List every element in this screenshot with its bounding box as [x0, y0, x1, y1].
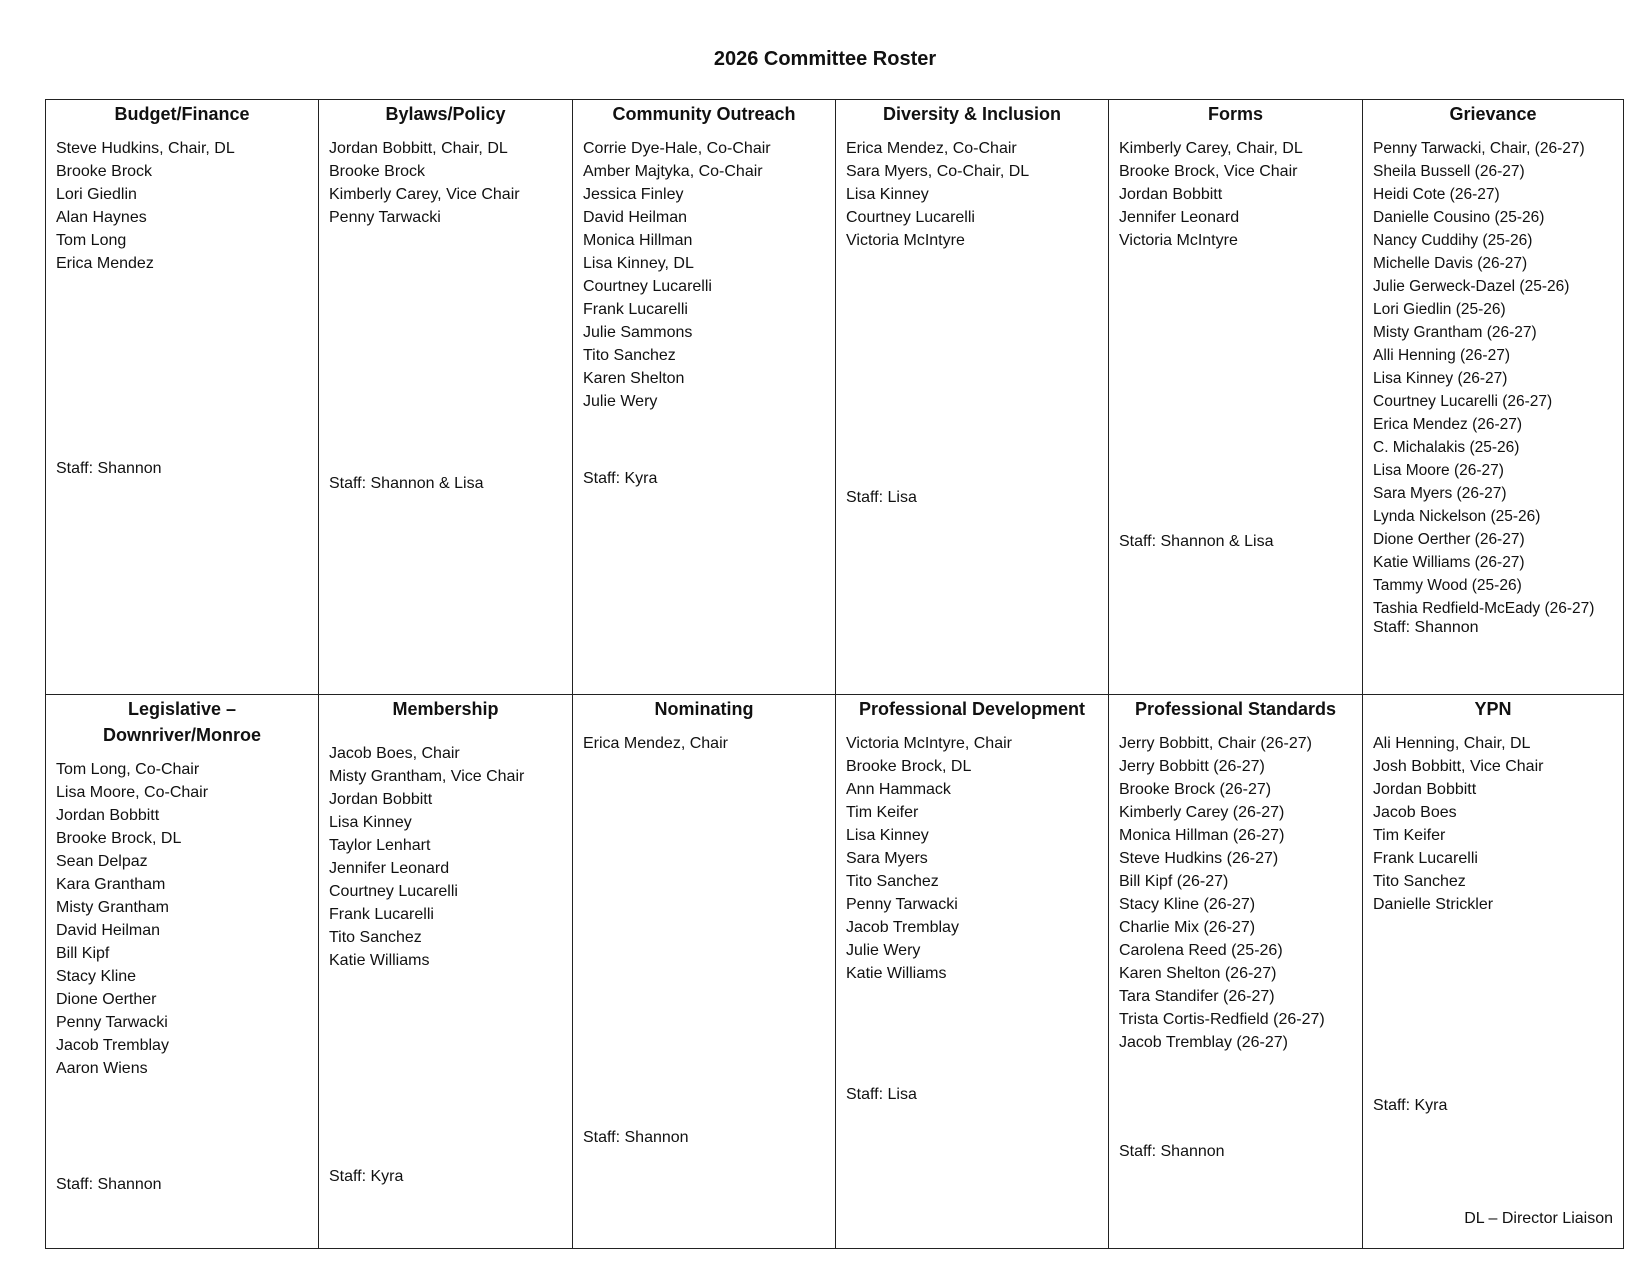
staff-label: Staff: Shannon & Lisa [1119, 533, 1274, 550]
member-item: Tim Keifer [846, 804, 919, 821]
member-item: Tim Keifer [1373, 827, 1446, 844]
member-item: Karen Shelton [583, 370, 685, 387]
member-item: Brooke Brock, DL [846, 758, 972, 775]
member-item: Ann Hammack [846, 781, 951, 798]
committee-name: Community Outreach [612, 104, 796, 124]
member-item: Aaron Wiens [56, 1060, 148, 1077]
member-item: Jordan Bobbitt, Chair, DL [329, 140, 508, 157]
committee-name: Budget/Finance [114, 104, 250, 124]
member-item: Frank Lucarelli [583, 301, 688, 318]
member-item: C. Michalakis (25-26) [1373, 439, 1520, 456]
member-item: Jennifer Leonard [1119, 209, 1240, 226]
member-item: Erica Mendez [56, 255, 154, 272]
member-item: Tito Sanchez [583, 347, 676, 364]
committee-block [1109, 695, 1362, 1248]
member-item: Jacob Boes, Chair [329, 745, 460, 762]
member-item: Jordan Bobbitt [1373, 781, 1477, 798]
member-item: Julie Wery [583, 393, 658, 410]
member-item: Courtney Lucarelli (26-27) [1373, 393, 1553, 410]
committee-cell [1363, 695, 1624, 1249]
member-item: Monica Hillman (26-27) [1119, 827, 1285, 844]
member-item: Lori Giedlin [56, 186, 137, 203]
legend-note: DL – Director Liaison [1464, 1210, 1613, 1227]
member-item: Jacob Tremblay [846, 919, 959, 936]
committee-cell [836, 695, 1109, 1249]
staff-label: Staff: Shannon [583, 1129, 689, 1146]
member-item: Corrie Dye-Hale, Co-Chair [583, 140, 771, 157]
member-item: Erica Mendez, Co-Chair [846, 140, 1017, 157]
member-list [56, 758, 318, 1080]
committee-block [1109, 100, 1362, 694]
member-item: Ali Henning, Chair, DL [1373, 735, 1531, 752]
member-item: Josh Bobbitt, Vice Chair [1373, 758, 1544, 775]
member-item: Jessica Finley [583, 186, 684, 203]
member-item: Erica Mendez (26-27) [1373, 416, 1523, 433]
member-item: Sheila Bussell (26-27) [1373, 163, 1525, 180]
member-item: Lisa Kinney [846, 186, 929, 203]
member-list [1119, 137, 1362, 252]
member-item: Trista Cortis-Redfield (26-27) [1119, 1011, 1325, 1028]
member-item: Brooke Brock [56, 163, 153, 180]
member-item: Steve Hudkins, Chair, DL [56, 140, 235, 157]
member-item: Jordan Bobbitt [1119, 186, 1223, 203]
member-item: Courtney Lucarelli [583, 278, 712, 295]
member-item: Sara Myers, Co-Chair, DL [846, 163, 1030, 180]
member-item: Tashia Redfield-McEady (26-27) [1373, 600, 1595, 617]
member-item: Lynda Nickelson (25-26) [1373, 508, 1541, 525]
member-item: Victoria McIntyre [846, 232, 965, 249]
committee-block [319, 100, 572, 694]
member-list [583, 137, 835, 413]
member-item: Penny Tarwacki [846, 896, 958, 913]
member-item: Kimberly Carey, Vice Chair [329, 186, 520, 203]
member-item: Michelle Davis (26-27) [1373, 255, 1528, 272]
member-item: Taylor Lenhart [329, 837, 431, 854]
member-item: Jerry Bobbitt, Chair (26-27) [1119, 735, 1312, 752]
member-list [846, 732, 1108, 985]
member-item: David Heilman [56, 922, 161, 939]
member-item: Alli Henning (26-27) [1373, 347, 1510, 364]
committee-cell [836, 100, 1109, 695]
member-item: Frank Lucarelli [1373, 850, 1478, 867]
staff-label: Staff: Lisa [846, 1086, 917, 1103]
roster-row-2 [46, 695, 1624, 1249]
member-list [1119, 732, 1362, 1054]
member-item: Katie Williams [329, 952, 430, 969]
member-item: Carolena Reed (25-26) [1119, 942, 1283, 959]
member-list [1373, 732, 1623, 916]
member-item: Charlie Mix (26-27) [1119, 919, 1256, 936]
member-item: Lisa Kinney (26-27) [1373, 370, 1508, 387]
member-item: Misty Grantham [56, 899, 169, 916]
staff-label: Staff: Kyra [329, 1168, 404, 1185]
member-item: Danielle Strickler [1373, 896, 1494, 913]
member-item: Tito Sanchez [329, 929, 422, 946]
member-item: Tito Sanchez [846, 873, 939, 890]
committee-roster-table [45, 99, 1624, 1249]
member-list [846, 137, 1108, 252]
member-item: Tom Long [56, 232, 127, 249]
member-item: Stacy Kline (26-27) [1119, 896, 1256, 913]
member-item: Brooke Brock, Vice Chair [1119, 163, 1298, 180]
member-item: Tammy Wood (25-26) [1373, 577, 1522, 594]
roster-row-1 [46, 100, 1624, 695]
committee-cell [46, 695, 319, 1249]
committee-block [1363, 695, 1623, 1248]
member-item: Steve Hudkins (26-27) [1119, 850, 1279, 867]
staff-label: Staff: Kyra [583, 470, 658, 487]
member-item: Victoria McIntyre, Chair [846, 735, 1012, 752]
member-item: Lisa Kinney [846, 827, 929, 844]
committee-block [46, 695, 318, 1248]
committee-cell [1363, 100, 1624, 695]
member-item: Brooke Brock, DL [56, 830, 182, 847]
member-item: Tara Standifer (26-27) [1119, 988, 1275, 1005]
member-item: Tito Sanchez [1373, 873, 1466, 890]
member-item: Jennifer Leonard [329, 860, 450, 877]
committee-block [573, 100, 835, 694]
member-item: Heidi Cote (26-27) [1373, 186, 1500, 203]
member-item: Jacob Tremblay (26-27) [1119, 1034, 1288, 1051]
member-item: David Heilman [583, 209, 688, 226]
member-item: Bill Kipf (26-27) [1119, 873, 1229, 890]
committee-name: Nominating [654, 699, 754, 719]
member-item: Brooke Brock (26-27) [1119, 781, 1272, 798]
member-item: Jacob Tremblay [56, 1037, 169, 1054]
committee-name: Legislative – Downriver/Monroe [102, 699, 262, 745]
committee-block [1363, 100, 1623, 694]
member-item: Lisa Moore, Co-Chair [56, 784, 209, 801]
member-item: Lori Giedlin (25-26) [1373, 301, 1506, 318]
committee-cell [573, 695, 836, 1249]
member-item: Penny Tarwacki [329, 209, 441, 226]
member-item: Bill Kipf [56, 945, 110, 962]
member-item: Penny Tarwacki [56, 1014, 168, 1031]
committee-cell [573, 100, 836, 695]
member-item: Jerry Bobbitt (26-27) [1119, 758, 1265, 775]
member-item: Kimberly Carey (26-27) [1119, 804, 1285, 821]
staff-label: Staff: Shannon [1373, 619, 1479, 636]
committee-name: Professional Standards [1134, 699, 1337, 719]
staff-label: Staff: Shannon [1119, 1143, 1225, 1160]
staff-label: Staff: Shannon & Lisa [329, 475, 484, 492]
member-item: Sean Delpaz [56, 853, 148, 870]
member-item: Danielle Cousino (25-26) [1373, 209, 1545, 226]
member-item: Dione Oerther [56, 991, 157, 1008]
member-item: Kimberly Carey, Chair, DL [1119, 140, 1303, 157]
committee-block [836, 695, 1108, 1248]
staff-label: Staff: Kyra [1373, 1097, 1448, 1114]
staff-label: Staff: Lisa [846, 489, 917, 506]
member-list [583, 732, 835, 755]
member-item: Misty Grantham, Vice Chair [329, 768, 525, 785]
committee-cell [1109, 100, 1363, 695]
member-item: Misty Grantham (26-27) [1373, 324, 1537, 341]
member-list [329, 742, 572, 972]
member-item: Karen Shelton (26-27) [1119, 965, 1277, 982]
member-item: Julie Wery [846, 942, 921, 959]
member-item: Lisa Kinney, DL [583, 255, 694, 272]
member-item: Monica Hillman [583, 232, 693, 249]
member-list [56, 137, 318, 275]
committee-block [836, 100, 1108, 694]
member-item: Katie Williams [846, 965, 947, 982]
page-title: 2026 Committee Roster [713, 48, 937, 70]
committee-block [319, 695, 572, 1248]
member-item: Lisa Kinney [329, 814, 412, 831]
committee-name: Bylaws/Policy [385, 104, 506, 124]
member-item: Sara Myers [846, 850, 928, 867]
committee-name: Professional Development [858, 699, 1086, 719]
member-item: Dione Oerther (26-27) [1373, 531, 1525, 548]
member-item: Courtney Lucarelli [846, 209, 975, 226]
committee-cell [1109, 695, 1363, 1249]
member-item: Tom Long, Co-Chair [56, 761, 200, 778]
member-item: Nancy Cuddihy (25-26) [1373, 232, 1533, 249]
member-item: Lisa Moore (26-27) [1373, 462, 1504, 479]
committee-name: Membership [392, 699, 499, 719]
member-item: Frank Lucarelli [329, 906, 434, 923]
member-item: Jacob Boes [1373, 804, 1457, 821]
member-item: Stacy Kline [56, 968, 137, 985]
member-item: Katie Williams (26-27) [1373, 554, 1525, 571]
committee-block [46, 100, 318, 694]
member-list [1373, 137, 1623, 620]
committee-cell [319, 100, 573, 695]
member-item: Victoria McIntyre [1119, 232, 1238, 249]
member-item: Amber Majtyka, Co-Chair [583, 163, 763, 180]
staff-label: Staff: Shannon [56, 1176, 162, 1193]
member-item: Alan Haynes [56, 209, 147, 226]
committee-block [573, 695, 835, 1248]
member-item: Jordan Bobbitt [329, 791, 433, 808]
committee-name: Diversity & Inclusion [882, 104, 1062, 124]
member-item: Kara Grantham [56, 876, 166, 893]
member-item: Jordan Bobbitt [56, 807, 160, 824]
member-item: Erica Mendez, Chair [583, 735, 728, 752]
committee-name: Forms [1207, 104, 1263, 124]
member-item: Sara Myers (26-27) [1373, 485, 1507, 502]
staff-label: Staff: Shannon [56, 460, 162, 477]
member-item: Julie Gerweck-Dazel (25-26) [1373, 278, 1570, 295]
member-item: Brooke Brock [329, 163, 426, 180]
committee-cell [319, 695, 573, 1249]
member-list [329, 137, 572, 229]
committee-name: YPN [1474, 699, 1512, 719]
committee-name: Grievance [1449, 104, 1537, 124]
member-item: Penny Tarwacki, Chair, (26-27) [1373, 140, 1585, 157]
member-item: Julie Sammons [583, 324, 693, 341]
committee-cell [46, 100, 319, 695]
member-item: Courtney Lucarelli [329, 883, 458, 900]
